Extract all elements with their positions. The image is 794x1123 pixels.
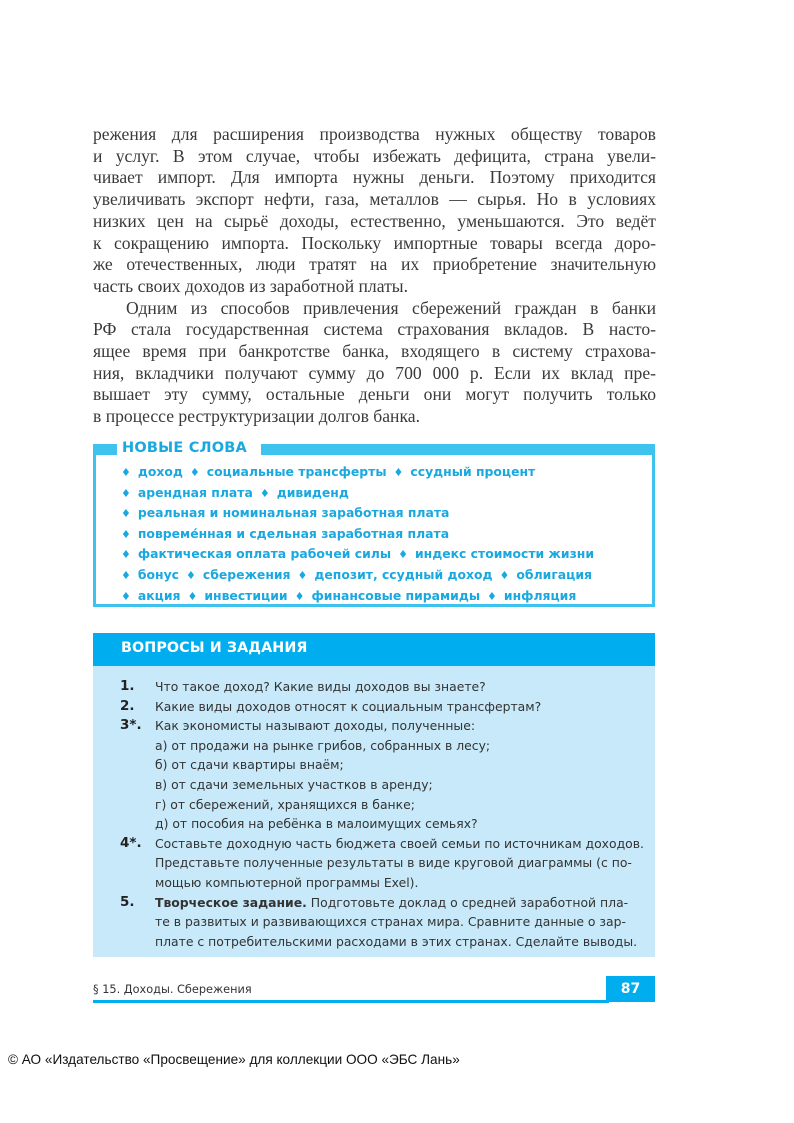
question-number: 3*. [120,717,142,734]
question-number: 4*. [120,834,142,851]
question-text: Как экономисты называют доходы, полученные: [155,718,476,734]
question-bold-lead: Творческое задание. [155,894,307,910]
new-words-row [121,483,651,504]
question-subitem: а) от продажи на рынке грибов, собранных в лесу; [155,737,491,753]
question-text: Творческое задание. Подготовьте доклад о средней заработной пла- [155,894,629,910]
question-subitem: б) от сдачи квартиры внаём; [155,757,344,773]
new-words-bar-right [261,444,655,455]
question-text: Составьте доходную часть бюджета своей семьи по источникам доходов. [155,835,644,851]
questions-title: ВОПРОСЫ И ЗАДАНИЯ [121,640,308,656]
diamond-icon: ♦ [259,486,270,500]
new-word-term: дивиденд [276,484,349,500]
text-line: вышает эту сумму, остальные деньги они могут получить только [93,384,656,405]
new-word-term: инвестиции [204,587,288,603]
main-text [93,124,656,428]
diamond-icon: ♦ [121,589,131,603]
question-text: Что такое доход? Какие виды доходов вы знаете? [155,679,486,694]
question-text: Какие виды доходов относят к социальным трансфертам? [155,698,542,714]
question-text: мощью компьютерной программы Exel). [155,874,419,890]
text-line: РФ стала государственная система страхования вкладов. В насто- [93,319,656,340]
text-line: ния, вкладчики получают сумму до 700 000 р. Если их вклад пре- [93,362,656,383]
text-line: в процессе реструктуризации долгов банка. [93,406,420,427]
question-item [120,716,650,834]
question-text: те в развитых и развивающихся странах мира. Сравните данные о зар- [155,914,626,930]
new-word-term: облигация [516,566,592,582]
new-word-term: арендная плата [137,484,253,500]
text-line: ящее время при банкротстве банка, входящего в систему страхова- [93,341,656,362]
diamond-icon: ♦ [189,466,200,479]
questions-list [120,677,650,951]
question-text: Представьте полученные результаты в виде круговой диаграммы (с по- [155,855,632,871]
text-line: режения для расширения производства нужных обществу товаров [93,124,656,144]
question-text: плате с потребительскими расходами в этих странах. Сделайте выводы. [155,933,638,949]
question-subitem: д) от пособия на ребёнка в малоимущих семьях? [155,816,478,832]
footer-rule [93,1000,609,1003]
diamond-icon: ♦ [297,568,308,582]
text-line: часть своих доходов из заработной платы. [93,275,408,296]
question-item [120,697,650,717]
diamond-icon: ♦ [121,507,131,521]
new-word-term: повреме́нная и сдельная заработная плата [137,525,450,541]
text-line: же отечественных, люди тратят на их приобретение значительную [93,254,656,275]
new-word-term: бонус [137,566,180,582]
new-word-term: инфляция [503,587,577,603]
new-word-term: депозит, ссудный доход [314,566,493,582]
new-words-bar-left [93,444,117,455]
question-number: 2. [120,697,135,714]
question-subitem: в) от сдачи земельных участков в аренду; [155,776,433,792]
text-line: чивает импорт. Для импорта нужны деньги. Поэтому приходится [93,167,656,188]
page-number: 87 [606,976,655,1002]
text-line: низких цен на сырьё доходы, естественно, уменьшаются. Это ведёт [93,210,656,231]
new-word-term: финансовые пирамиды [311,587,481,603]
new-words-row [121,462,651,483]
text-line: Одним из способов привлечения сбережений граждан в банки [126,297,656,318]
question-number: 5. [120,893,135,910]
diamond-icon: ♦ [487,589,497,603]
diamond-icon: ♦ [121,466,131,479]
new-words-row [121,586,651,607]
new-words-list [121,462,651,606]
new-words-row [121,503,651,524]
diamond-icon: ♦ [186,568,196,582]
text-line: увеличивать экспорт нефти, газа, металлов — сырья. Но в условиях [93,189,656,210]
new-words-title: НОВЫЕ СЛОВА [122,440,247,456]
question-item [120,677,650,697]
question-item [120,893,650,952]
diamond-icon: ♦ [398,548,408,562]
new-words-row [121,524,651,545]
new-words-row [121,565,651,586]
diamond-icon: ♦ [121,486,131,500]
paragraph-1 [93,124,656,298]
new-word-term: ссудный процент [410,464,536,479]
diamond-icon: ♦ [187,589,198,603]
new-word-term: реальная и номинальная заработная плата [137,505,450,521]
diamond-icon: ♦ [294,589,305,603]
text-line: к сокращению импорта. Поскольку импортные товары всегда доро- [93,232,656,253]
paragraph-2 [93,298,656,428]
new-words-row [121,544,651,565]
diamond-icon: ♦ [121,527,131,541]
new-word-term: индекс стоимости жизни [414,546,595,562]
new-word-term: сбережения [202,566,291,582]
diamond-icon: ♦ [121,548,131,562]
new-word-term: доход [137,464,183,479]
copyright-notice: © АО «Издательство «Просвещение» для коллекции ООО «ЭБС Лань» [8,1052,460,1067]
diamond-icon: ♦ [499,568,510,582]
new-word-term: социальные трансферты [206,464,387,479]
diamond-icon: ♦ [393,466,404,479]
question-item [120,834,650,893]
question-subitem: г) от сбережений, хранящихся в банке; [155,796,415,812]
diamond-icon: ♦ [121,568,131,582]
running-footer-section: § 15. Доходы. Сбережения [93,983,252,996]
new-word-term: фактическая оплата рабочей силы [137,546,392,562]
new-word-term: акция [137,587,181,603]
text-line: и услуг. В этом случае, чтобы избежать дефицита, страна увели- [93,145,656,166]
question-number: 1. [120,678,135,694]
